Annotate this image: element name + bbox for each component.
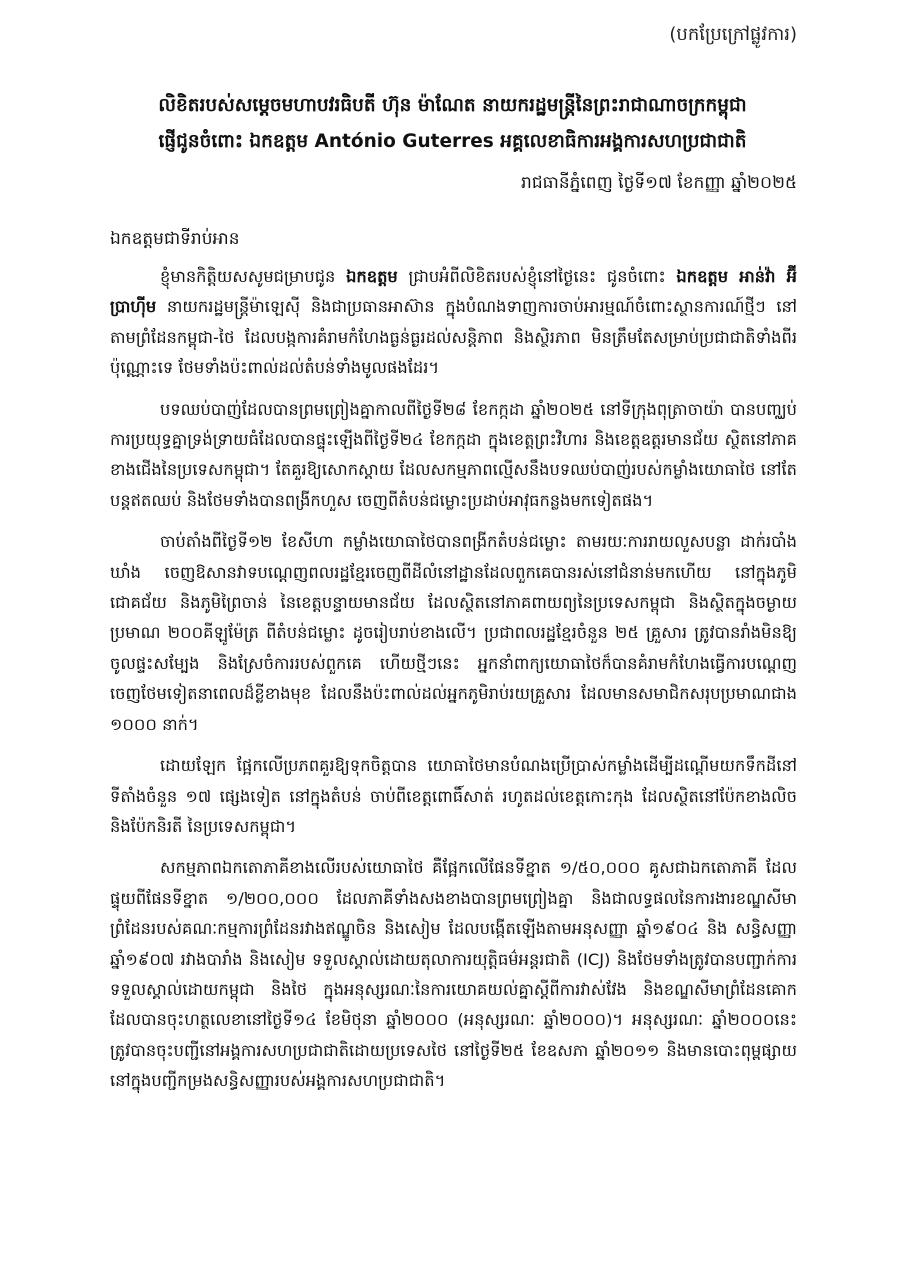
date-line: រាជធានីភ្នំពេញ ថ្ងៃទី១៧ ខែកញ្ញា ឆ្នាំ២០២៥ — [521, 173, 797, 193]
p1-text-a: ខ្ញុំមានកិត្តិយសសូមជម្រាបជូន — [160, 267, 347, 286]
letter-body — [110, 262, 797, 1108]
p1-text-c: ជ្រាបអំពីលិខិតរបស់ខ្ញុំនៅថ្ងៃនេះ ជូនចំពោះ — [397, 267, 677, 286]
p1-bold-1: ឯកឧត្តម — [346, 267, 398, 286]
paragraph-4: ដោយឡែក ផ្អែកលើប្រភពគួរឱ្យទុកចិត្តបាន យោធាថៃមានបំណងប្រើប្រាស់កម្លាំងដើម្បីដណ្ដើមយកទឹកដីនៅទីតាំងចំនួន ១៧ ផ្សេងទៀត នៅក្នុងតំបន់ ចាប់ពីខេត្តពោធិ៍សាត់ រហូតដល់ខេត្តកោះកុង ដែលស្ថិតនៅប៉ែកខាងលិច និងប៉ែកនិរតី នៃប្រទេសកម្ពុជា។ — [110, 756, 797, 836]
paragraph-1 — [110, 262, 797, 384]
paragraph-3: ចាប់តាំងពីថ្ងៃទី១២ ខែសីហា កម្លាំងយោធាថៃបានពង្រីកតំបន់ជម្លោះ តាមរយៈការរាយលួសបន្លា ដាក់របាំងឃាំង ចេញឱសានវាទបណ្ដេញពលរដ្ឋខ្មែរចេញពីដីលំនៅដ្ឋានដែលពួកគេបានរស់នៅជំនាន់មកហើយ នៅក្នុងភូមិជោគជ័យ និងភូមិព្រៃចាន់ នៃខេត្តបន្ទាយមានជ័យ ដែលស្ថិតនៅភាគពាយព្យនៃប្រទេសកម្ពុជា និងស្ថិតក្នុងចម្ងាយប្រមាណ ២០០គីឡូម៉ែត្រ ពីតំបន់ជម្លោះ ដូចរៀបរាប់ខាងលើ។ ប្រជាពលរដ្ឋខ្មែរចំនួន ២៥ គ្រួសារ ត្រូវបានរាំងមិនឱ្យចូលផ្ទះសម្បែង និងស្រែចំការរបស់ពួកគេ ហើយថ្មីៗនេះ អ្នកនាំពាក្យយោធាថៃក៏បានគំរាមកំហែងធ្វើការបណ្ដេញចេញថែមទៀតនាពេលដ៏ខ្លីខាងមុខ ដែលនឹងប៉ះពាល់ដល់អ្នកភូមិរាប់រយគ្រួសារ ដែលមានសមាជិកសរុបប្រមាណជាង ១០០០ នាក់។ — [110, 532, 797, 734]
p1-text-d: នាយករដ្ឋមន្ត្រីម៉ាឡេស៊ី និងជាប្រធានអាស៊ាន ក្នុងបំណងទាញការចាប់អារម្មណ៍ចំពោះស្ថានការណ៍ថ្មីៗ នៅតាមព្រំដែនកម្ពុជា-ថៃ ដែលបង្កការគំរាមកំហែងធ្ងន់ធ្ងរដល់សន្តិភាព និងស្ថិរភាព មិនត្រឹមតែសម្រាប់ប្រជាជាតិទាំងពីរប៉ុណ្ណោះទេ ថែមទាំងប៉ះពាល់ដល់តំបន់ទាំងមូលផងដែរ។ — [110, 297, 797, 378]
salutation: ឯកឧត្តមជាទីរាប់អាន — [110, 229, 240, 249]
p1-bold-2: ឯកឧត្តម អាន់វ៉ា អ៊ីប្រាហ៊ីម — [110, 267, 797, 317]
title-line-1: លិខិតរបស់សម្ដេចមហាបវរធិបតី ហ៊ុន ម៉ាណែត នាយករដ្ឋមន្ត្រីនៃព្រះរាជាណាចក្រកម្ពុជា — [158, 95, 747, 116]
letter-title — [60, 88, 845, 160]
paragraph-2: បទឈប់បាញ់ដែលបានព្រមព្រៀងគ្នាកាលពីថ្ងៃទី២៨ ខែកក្កដា ឆ្នាំ២០២៥ នៅទីក្រុងពុត្រាចាយ៉ា បានបញ្ឈប់ការប្រយុទ្ធគ្នាទ្រង់ទ្រាយធំដែលបានផ្ទុះឡើងពីថ្ងៃទី២៤ ខែកក្កដា ក្នុងខេត្តព្រះវិហារ និងខេត្តឧត្តរមានជ័យ ស្ថិតនៅភាគខាងជើងនៃប្រទេសកម្ពុជា។ តែគួរឱ្យសោកស្ដាយ ដែលសកម្មភាពល្មើសនឹងបទឈប់បាញ់របស់កម្លាំងយោធាថៃ នៅតែបន្តឥតឈប់ និងថែមទាំងបានពង្រីកហួស ចេញពីតំបន់ជម្លោះប្រដាប់អាវុធកន្លងមកទៀតផង។ — [110, 399, 797, 510]
title-line-2: ផ្ញើជូនចំពោះ ឯកឧត្តម António Guterres អគ្គលេខាធិការអង្គការសហប្រជាជាតិ — [158, 131, 747, 152]
paragraph-5: សកម្មភាពឯកតោភាគីខាងលើរបស់យោធាថៃ គឺផ្អែកលើផែនទីខ្នាត ១/៥០,០០០ គូសជាឯកតោភាគី ដែលផ្ទុយពីផែនទីខ្នាត ១/២០០,០០០ ដែលភាគីទាំងសងខាងបានព្រមព្រៀងគ្នា និងជាលទ្ធផលនៃការងារខណ្ឌសីមាព្រំដែនរបស់គណៈកម្មការព្រំដែនរវាងឥណ្ឌូចិន និងសៀម ដែលបង្កើតឡើងតាមអនុសញ្ញា ឆ្នាំ១៩០៤ និង សន្ធិសញ្ញា ឆ្នាំ១៩០៧ រវាងបារាំង និងសៀម ទទួលស្គាល់ដោយតុលាការយុត្តិធម៌អន្តរជាតិ (ICJ) និងថែមទាំងត្រូវបានបញ្ជាក់ការទទួលស្គាល់ដោយកម្ពុជា និងថៃ ក្នុងអនុស្សរណៈនៃការយោគយល់គ្នាស្ដីពីការវាស់វែង និងខណ្ឌសីមាព្រំដែនគោក ដែលបានចុះហត្ថលេខានៅថ្ងៃទី១៤ ខែមិថុនា ឆ្នាំ២០០០ (អនុស្សរណៈ ឆ្នាំ២០០០)។ អនុស្សរណៈ ឆ្នាំ២០០០នេះ ត្រូវបានចុះបញ្ជីនៅអង្គការសហប្រជាជាតិដោយប្រទេសថៃ នៅថ្ងៃទី២៥ ខែឧសភា ឆ្នាំ២០១១ និងមានបោះពុម្ពផ្សាយនៅក្នុងបញ្ជីកម្រងសន្ធិសញ្ញារបស់អង្គការសហប្រជាជាតិ។ — [110, 858, 797, 1091]
translation-note: (បកប្រែក្រៅផ្លូវការ) — [669, 24, 797, 45]
